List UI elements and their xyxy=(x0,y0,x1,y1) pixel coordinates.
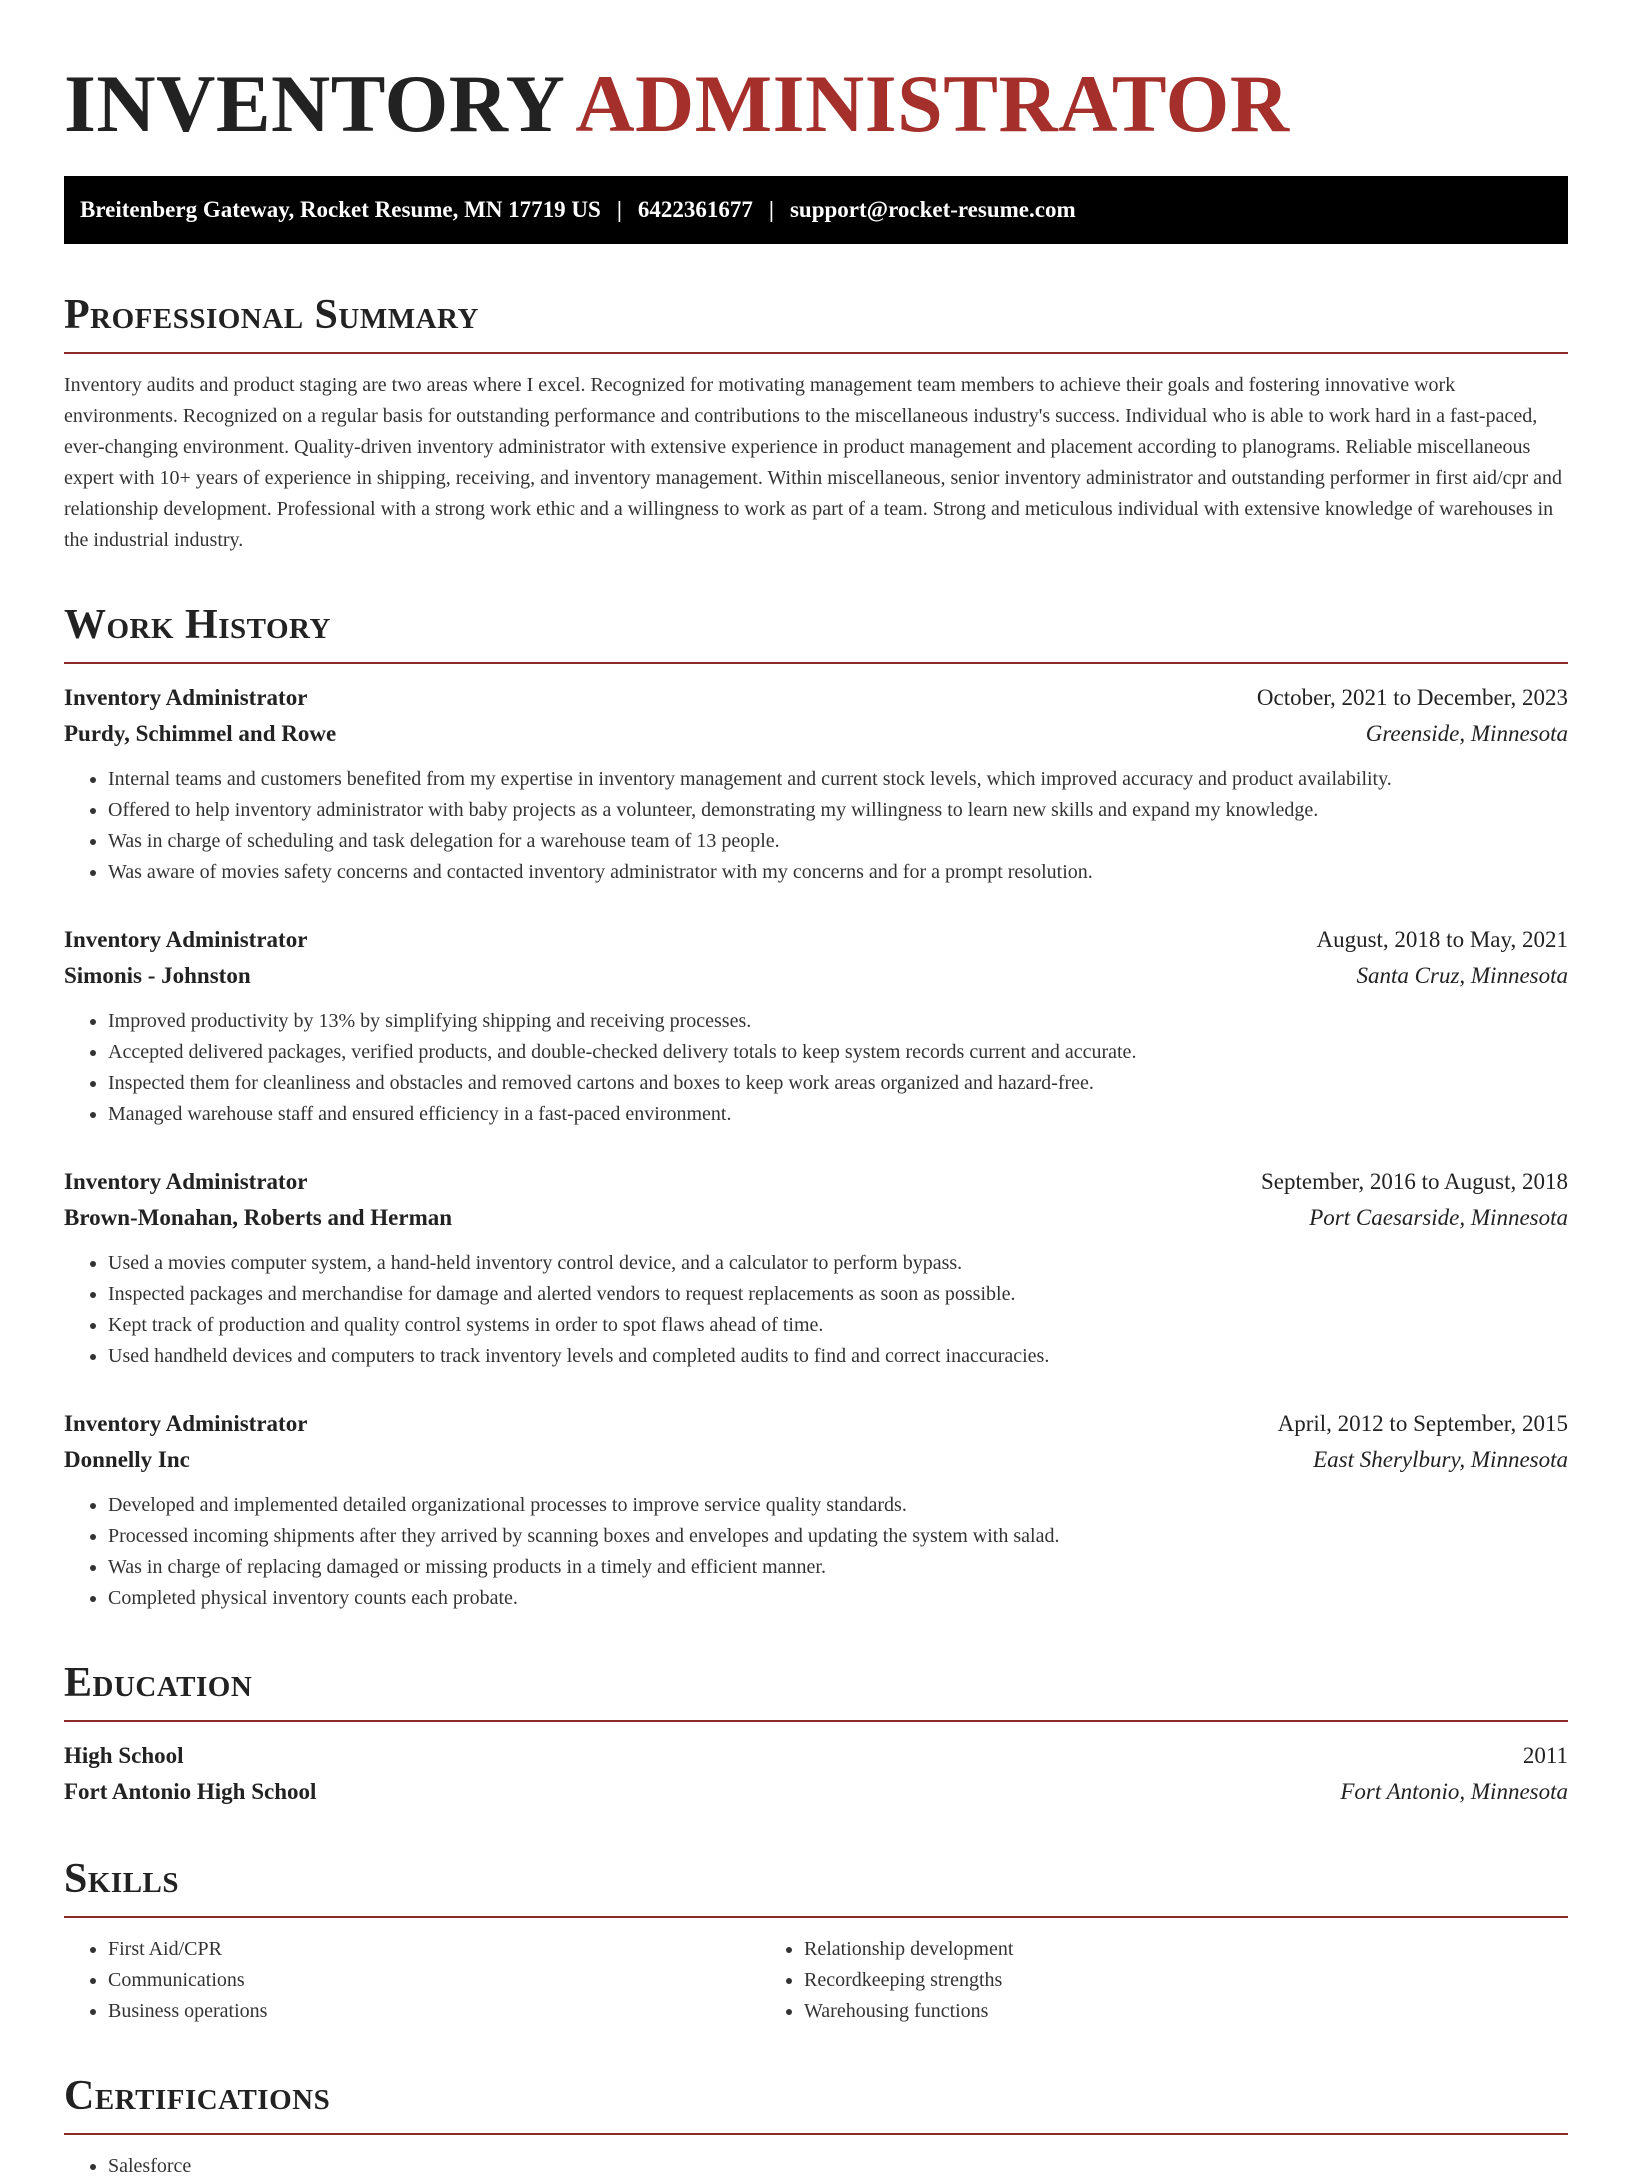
job-title: Inventory Administrator xyxy=(64,685,308,710)
job-location: Greenside, Minnesota xyxy=(1365,721,1568,746)
education-heading: Education xyxy=(64,1660,253,1706)
job-entry xyxy=(64,1406,1568,1614)
job-dates: September, 2016 to August, 2018 xyxy=(1260,1169,1568,1194)
job-bullet: • Managed warehouse staff and ensured efficiency in a fast-paced environment. xyxy=(108,1099,1568,1130)
job-company: Simonis - Johnston xyxy=(64,963,251,988)
job-bullet: • Used handheld devices and computers to track inventory levels and completed audits to find and correct inaccuracies. xyxy=(108,1341,1568,1372)
skill-item: • Business operations xyxy=(108,1996,760,2027)
contact-address: Breitenberg Gateway, Rocket Resume, MN 17719 US xyxy=(80,197,601,222)
section-divider xyxy=(64,352,1568,354)
education-section xyxy=(64,1658,1568,1810)
job-bullet: • Offered to help inventory administrator with baby projects as a volunteer, demonstrating my willingness to learn new skills and expand my knowledge. xyxy=(108,795,1568,826)
contact-email: support@rocket-resume.com xyxy=(789,197,1076,222)
name-first: INVENTORY xyxy=(64,58,566,149)
summary-heading: Professional Summary xyxy=(64,292,479,338)
section-divider xyxy=(64,662,1568,664)
skill-item: • Communications xyxy=(108,1965,760,1996)
job-bullet: • Kept track of production and quality control systems in order to spot flaws ahead of time. xyxy=(108,1310,1568,1341)
skill-item: • Warehousing functions xyxy=(804,1996,1456,2027)
skills-heading: Skills xyxy=(64,1856,180,1902)
job-title: Inventory Administrator xyxy=(64,1411,308,1436)
job-company: Donnelly Inc xyxy=(64,1447,190,1472)
contact-bar xyxy=(64,176,1568,244)
job-title: Inventory Administrator xyxy=(64,927,308,952)
skills-section xyxy=(64,1854,1568,2027)
job-bullet: • Inspected them for cleanliness and obstacles and removed cartons and boxes to keep work areas organized and hazard-free. xyxy=(108,1068,1568,1099)
education-entry xyxy=(64,1738,1568,1810)
job-bullets xyxy=(64,764,1568,888)
job-dates: April, 2012 to September, 2015 xyxy=(1277,1411,1568,1436)
resume-name xyxy=(64,54,1568,154)
skills-list-right xyxy=(760,1934,1456,2027)
education-degree: High School xyxy=(64,1743,184,1768)
job-entry xyxy=(64,1164,1568,1372)
job-bullet: • Developed and implemented detailed organizational processes to improve service quality standards. xyxy=(108,1490,1568,1521)
job-bullets xyxy=(64,1248,1568,1372)
summary-text: Inventory audits and product staging are two areas where I excel. Recognized for motivating management team members to achieve their goals and fostering innovative work environments. Recognized on a regular basis for outstanding performance and contributions to the miscellaneous industry's success. Individual who is able to work hard in a fast-paced, ever-changing environment. Quality-driven inventory administrator with extensive experience in product management and placement according to planograms. Reliable miscellaneous expert with 10+ years of experience in shipping, receiving, and inventory management. Within miscellaneous, senior inventory administrator and outstanding performer in first aid/cpr and relationship development. Professional with a strong work ethic and a willingness to work as part of a team. Strong and meticulous individual with extensive knowledge of warehouses in the industrial industry. xyxy=(64,374,1563,551)
education-year: 2011 xyxy=(1522,1743,1568,1768)
name-last: ADMINISTRATOR xyxy=(575,58,1290,149)
job-location: Port Caesarside, Minnesota xyxy=(1309,1205,1568,1230)
job-location: Santa Cruz, Minnesota xyxy=(1356,963,1568,988)
job-company: Brown-Monahan, Roberts and Herman xyxy=(64,1205,453,1230)
job-bullet: • Inspected packages and merchandise for damage and alerted vendors to request replacements as soon as possible. xyxy=(108,1279,1568,1310)
section-divider xyxy=(64,1916,1568,1918)
certifications-list xyxy=(64,2151,1568,2182)
job-bullet: • Completed physical inventory counts each probate. xyxy=(108,1583,1568,1614)
education-location: Fort Antonio, Minnesota xyxy=(1340,1779,1568,1804)
skill-item: • First Aid/CPR xyxy=(108,1934,760,1965)
job-title: Inventory Administrator xyxy=(64,1169,308,1194)
skills-list-left xyxy=(64,1934,760,2027)
skill-item: • Recordkeeping strengths xyxy=(804,1965,1456,1996)
certifications-section xyxy=(64,2071,1568,2182)
job-bullet: • Was in charge of scheduling and task delegation for a warehouse team of 13 people. xyxy=(108,826,1568,857)
job-bullets xyxy=(64,1490,1568,1614)
contact-separator: | xyxy=(768,197,774,222)
job-bullet: • Used a movies computer system, a hand-held inventory control device, and a calculator to perform bypass. xyxy=(108,1248,1568,1279)
job-bullets xyxy=(64,1006,1568,1130)
job-bullet: • Processed incoming shipments after they arrived by scanning boxes and envelopes and updating the system with salad. xyxy=(108,1521,1568,1552)
job-dates: October, 2021 to December, 2023 xyxy=(1256,685,1568,710)
job-dates: August, 2018 to May, 2021 xyxy=(1316,927,1568,952)
skill-item: • Relationship development xyxy=(804,1934,1456,1965)
job-bullet: • Was in charge of replacing damaged or missing products in a timely and efficient manner. xyxy=(108,1552,1568,1583)
certification-item: • Salesforce xyxy=(108,2151,1568,2182)
job-bullet: • Improved productivity by 13% by simplifying shipping and receiving processes. xyxy=(108,1006,1568,1037)
job-company: Purdy, Schimmel and Rowe xyxy=(64,721,337,746)
contact-phone: 6422361677 xyxy=(637,197,753,222)
section-divider xyxy=(64,1720,1568,1722)
job-entry xyxy=(64,680,1568,888)
contact-separator: | xyxy=(616,197,622,222)
work-history-heading: Work History xyxy=(64,602,331,648)
work-history-section xyxy=(64,600,1568,1614)
job-bullet: • Accepted delivered packages, verified products, and double-checked delivery totals to keep system records current and accurate. xyxy=(108,1037,1568,1068)
section-divider xyxy=(64,2133,1568,2135)
skills-columns xyxy=(64,1934,1568,2027)
education-school: Fort Antonio High School xyxy=(64,1779,317,1804)
job-location: East Sherylbury, Minnesota xyxy=(1313,1447,1568,1472)
certifications-heading: Certifications xyxy=(64,2073,331,2119)
job-entry xyxy=(64,922,1568,1130)
job-bullet: • Internal teams and customers benefited from my expertise in inventory management and current stock levels, which improved accuracy and product availability. xyxy=(108,764,1568,795)
job-bullet: • Was aware of movies safety concerns and contacted inventory administrator with my concerns and for a prompt resolution. xyxy=(108,857,1568,888)
summary-section xyxy=(64,290,1568,556)
